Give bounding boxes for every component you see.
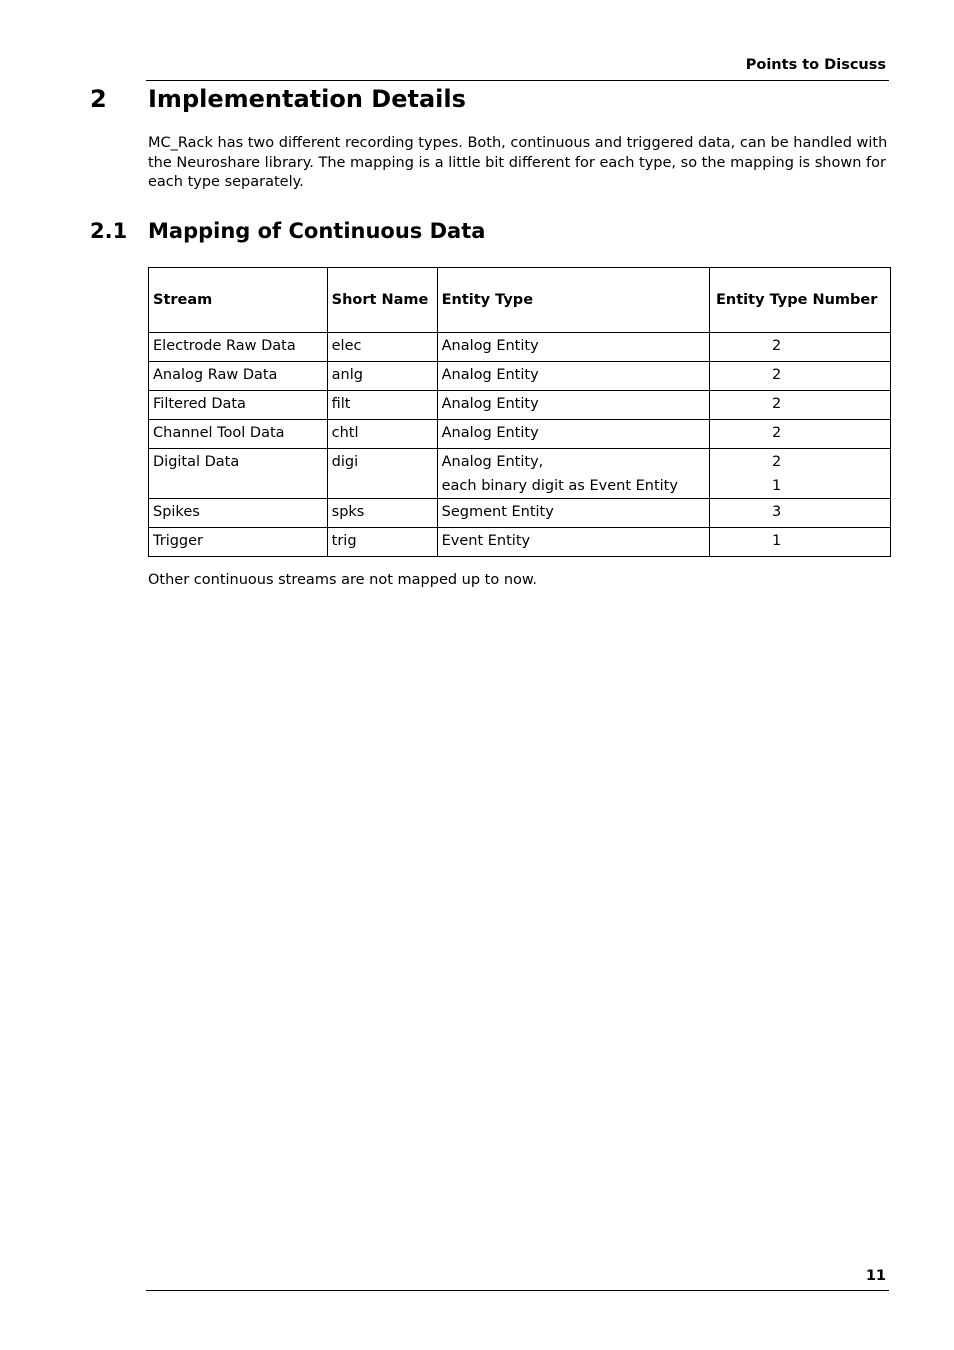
entity-type-line: Analog Entity xyxy=(441,425,539,441)
cell-entity-type xyxy=(437,420,709,449)
cell-entity-type xyxy=(437,528,709,557)
entity-type-line: Analog Entity xyxy=(441,338,539,354)
entity-type-line: each binary digit as Event Entity xyxy=(441,478,678,494)
cell-stream: Spikes xyxy=(149,499,328,528)
table-row xyxy=(149,499,891,528)
header-rule xyxy=(146,80,889,81)
header-entity-type-number: Entity Type Number xyxy=(710,268,891,333)
entity-type-number-line: 2 xyxy=(772,396,782,412)
cell-stream: Trigger xyxy=(149,528,328,557)
entity-type-line: Segment Entity xyxy=(441,504,554,520)
cell-stream: Digital Data xyxy=(149,449,328,499)
running-header: Points to Discuss xyxy=(745,57,886,73)
cell-entity-type-number xyxy=(710,528,891,557)
cell-stream: Channel Tool Data xyxy=(149,420,328,449)
table-row xyxy=(149,333,891,362)
entity-type-line: Event Entity xyxy=(441,533,531,549)
cell-entity-type xyxy=(437,333,709,362)
entity-type-number-line: 2 xyxy=(772,454,782,470)
entity-type-number-line: 2 xyxy=(772,425,782,441)
table-header-row xyxy=(149,268,891,333)
cell-short-name: digi xyxy=(327,449,437,499)
header-short-name: Short Name xyxy=(327,268,437,333)
entity-type-line: Analog Entity xyxy=(441,367,539,383)
cell-short-name: filt xyxy=(327,391,437,420)
cell-stream: Analog Raw Data xyxy=(149,362,328,391)
cell-entity-type xyxy=(437,391,709,420)
header-entity-type: Entity Type xyxy=(437,268,709,333)
cell-entity-type-number xyxy=(710,499,891,528)
cell-stream: Filtered Data xyxy=(149,391,328,420)
cell-short-name: elec xyxy=(327,333,437,362)
table-body xyxy=(149,333,891,557)
subsection-heading xyxy=(90,219,485,243)
table-row xyxy=(149,528,891,557)
table-row xyxy=(149,449,891,499)
cell-entity-type-number xyxy=(710,449,891,499)
table-row xyxy=(149,391,891,420)
cell-short-name: chtl xyxy=(327,420,437,449)
entity-type-number-line: 2 xyxy=(772,338,782,354)
page-number: 11 xyxy=(865,1268,886,1284)
cell-entity-type xyxy=(437,362,709,391)
entity-type-number-line: 3 xyxy=(772,504,782,520)
cell-entity-type-number xyxy=(710,362,891,391)
entity-type-number-line: 2 xyxy=(772,367,782,383)
cell-entity-type xyxy=(437,449,709,499)
entity-type-line: Analog Entity xyxy=(441,396,539,412)
cell-short-name: anlg xyxy=(327,362,437,391)
intro-paragraph: MC_Rack has two different recording types. Both, continuous and triggered data, can be handled with the Neuroshare library. The mapping is a little bit different for each type, so the mapping is shown for each type separately. xyxy=(148,135,888,190)
subsection-number: 2.1 xyxy=(90,219,128,243)
cell-entity-type xyxy=(437,499,709,528)
cell-entity-type-number xyxy=(710,420,891,449)
cell-entity-type-number xyxy=(710,391,891,420)
cell-entity-type-number xyxy=(710,333,891,362)
cell-short-name: spks xyxy=(327,499,437,528)
section-title: Implementation Details xyxy=(148,85,466,113)
entity-type-number-line: 1 xyxy=(772,478,782,494)
footnote: Other continuous streams are not mapped up to now. xyxy=(148,572,538,588)
cell-stream: Electrode Raw Data xyxy=(149,333,328,362)
table-row xyxy=(149,362,891,391)
section-number: 2 xyxy=(90,85,107,113)
header-stream: Stream xyxy=(149,268,328,333)
entity-type-number-line: 1 xyxy=(772,533,782,549)
mapping-table xyxy=(148,267,891,557)
entity-type-line: Analog Entity, xyxy=(441,454,544,470)
table-row xyxy=(149,420,891,449)
cell-short-name: trig xyxy=(327,528,437,557)
section-heading xyxy=(90,85,466,113)
subsection-title: Mapping of Continuous Data xyxy=(148,219,486,243)
footer-rule xyxy=(146,1290,889,1291)
